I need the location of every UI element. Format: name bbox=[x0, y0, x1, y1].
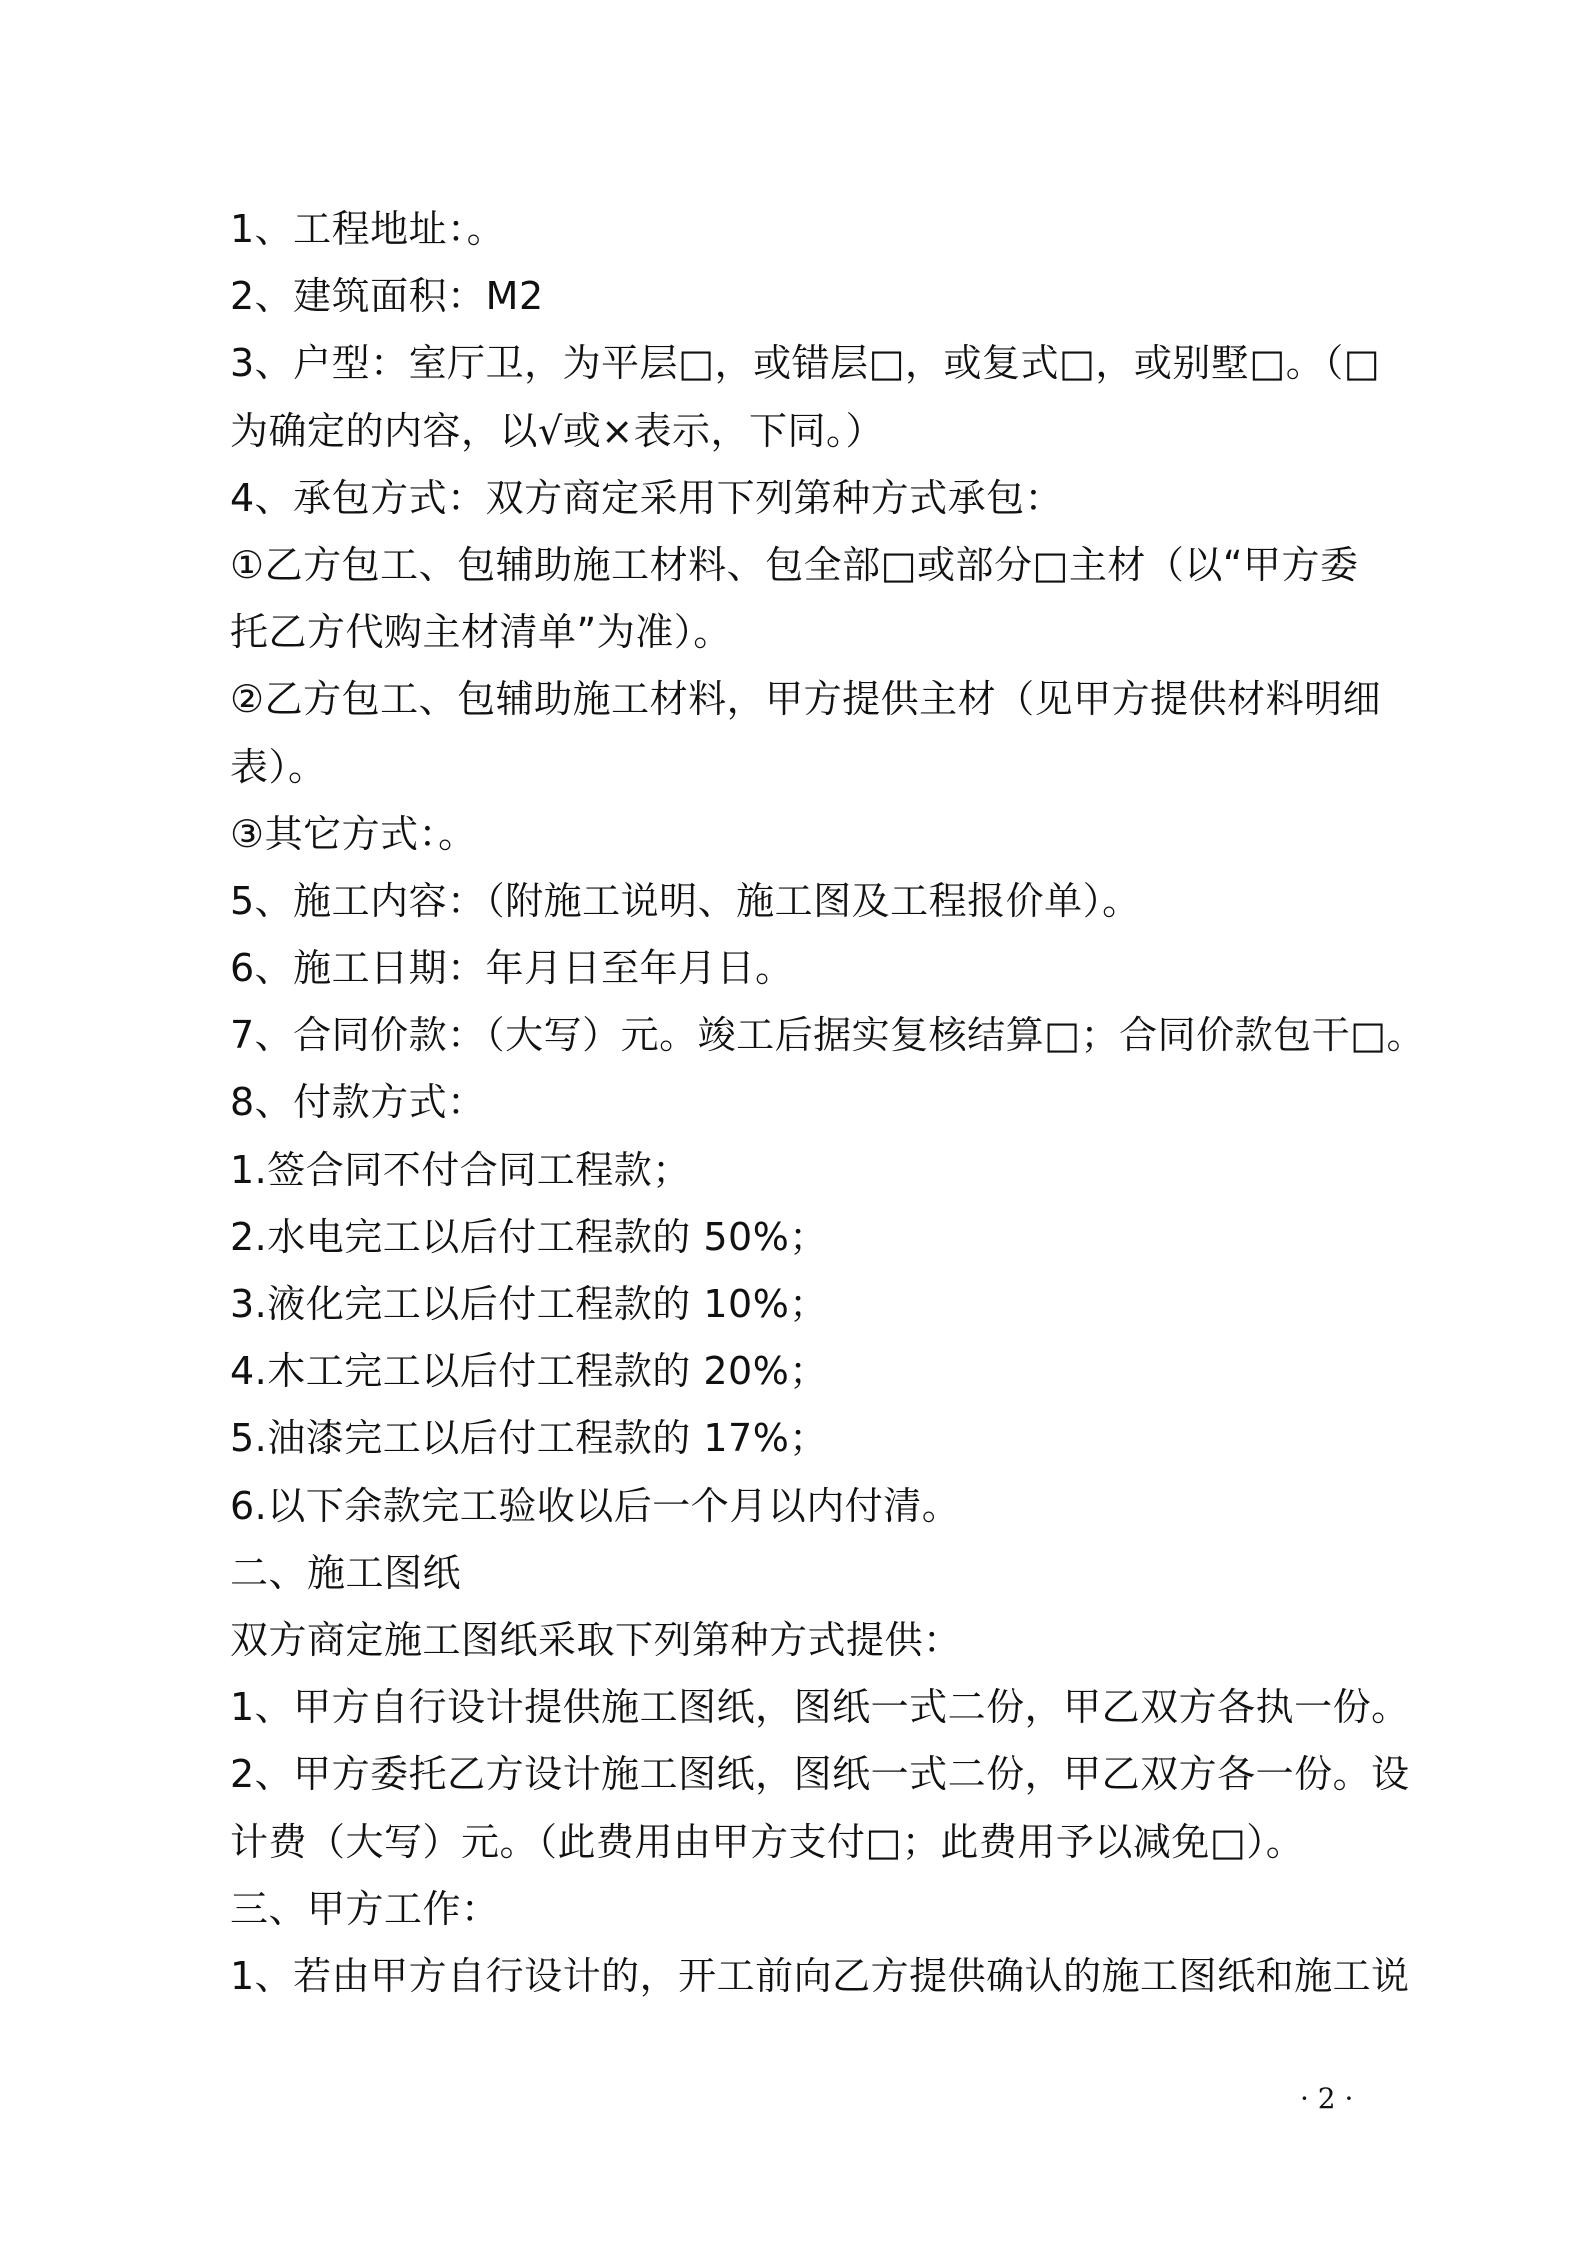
section-heading-drawings: 二、施工图纸 bbox=[230, 1550, 462, 1595]
drawings-option-2-cont: 计费（大写）元。（此费用由甲方支付□；此费用予以减免□）。 bbox=[230, 1819, 1305, 1864]
drawings-option-1: 1、甲方自行设计提供施工图纸，图纸一式二份，甲乙双方各执一份。 bbox=[230, 1685, 1410, 1730]
contract-body bbox=[230, 196, 1425, 2010]
payment-item-2: 2.水电完工以后付工程款的 50%； bbox=[230, 1214, 828, 1259]
payment-item-6: 6.以下余款完工验收以后一个月以内付清。 bbox=[230, 1483, 961, 1528]
drawings-intro: 双方商定施工图纸采取下列第种方式提供： bbox=[230, 1617, 962, 1662]
clause-construction-content: 5、施工内容：（附施工说明、施工图及工程报价单）。 bbox=[230, 878, 1141, 923]
payment-item-1: 1.签合同不付合同工程款； bbox=[230, 1147, 691, 1192]
method-option-1-cont: 托乙方代购主材清单”为准）。 bbox=[230, 610, 732, 655]
method-option-2: ②乙方包工、包辅助施工材料，甲方提供主材（见甲方提供材料明细 bbox=[230, 677, 1382, 722]
clause-construction-dates: 6、施工日期：年月日至年月日。 bbox=[230, 946, 794, 991]
method-option-2-cont: 表）。 bbox=[230, 744, 327, 789]
party-a-work-item-1: 1、若由甲方自行设计的，开工前向乙方提供确认的施工图纸和施工说 bbox=[230, 1953, 1410, 1998]
clause-contract-price: 7、合同价款：（大写）元。竣工后据实复核结算□；合同价款包干□。 bbox=[230, 1013, 1425, 1058]
clause-house-type: 3、户型：室厅卫，为平层□，或错层□，或复式□，或别墅□。（□ bbox=[230, 341, 1381, 386]
clause-contract-method: 4、承包方式：双方商定采用下列第种方式承包： bbox=[230, 475, 1064, 520]
clause-house-type-cont: 为确定的内容，以√或×表示，下同。） bbox=[230, 408, 885, 453]
method-option-3: ③其它方式：。 bbox=[230, 811, 477, 856]
method-option-1: ①乙方包工、包辅助施工材料、包全部□或部分□主材（以“甲方委 bbox=[230, 542, 1359, 587]
payment-item-5: 5.油漆完工以后付工程款的 17%； bbox=[230, 1416, 828, 1461]
drawings-option-2: 2、甲方委托乙方设计施工图纸，图纸一式二份，甲乙双方各一份。设 bbox=[230, 1752, 1410, 1797]
clause-project-address: 1、工程地址：。 bbox=[230, 207, 506, 251]
section-heading-party-a-work: 三、甲方工作： bbox=[230, 1886, 500, 1931]
clause-building-area: 2、建筑面积：M2 bbox=[230, 274, 544, 319]
payment-item-4: 4.木工完工以后付工程款的 20%； bbox=[230, 1349, 828, 1394]
page-number: · 2 · bbox=[1300, 2082, 1354, 2115]
clause-payment-method: 8、付款方式： bbox=[230, 1080, 486, 1125]
payment-item-3: 3.液化完工以后付工程款的 10%； bbox=[230, 1282, 828, 1326]
